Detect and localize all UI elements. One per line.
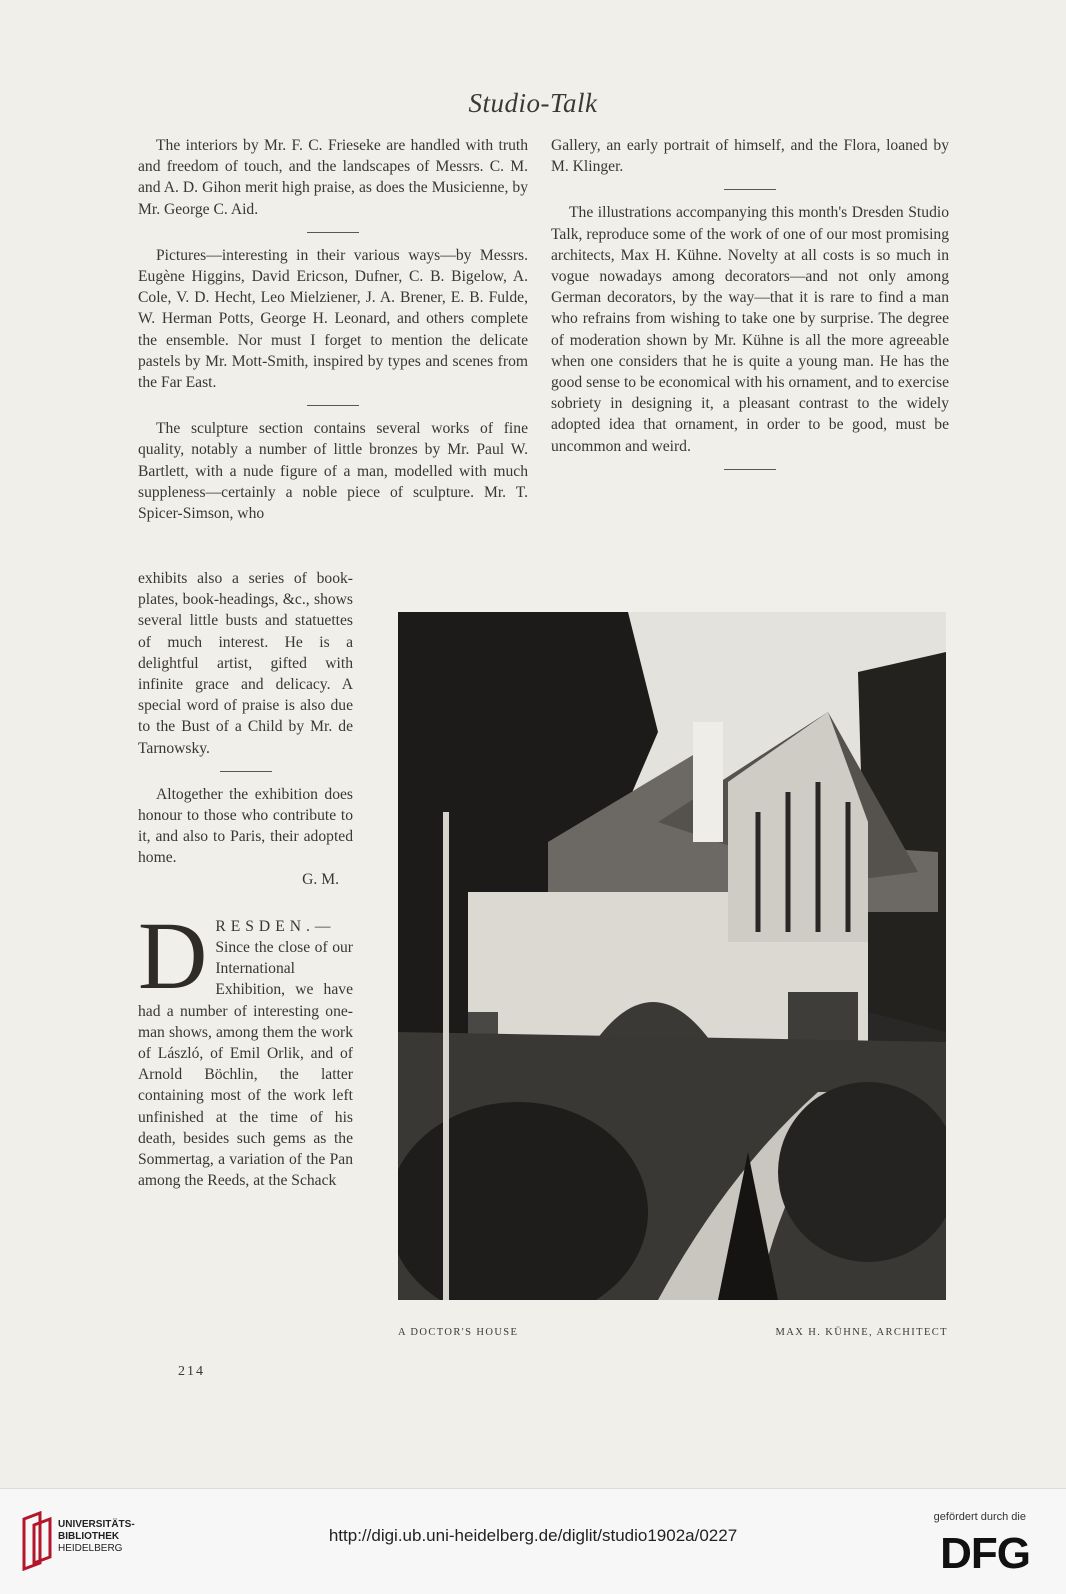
paragraph: Altogether the exhibition does honour to those who contribute to it, and also to Paris, their adopted home.: [138, 785, 353, 867]
source-url-link[interactable]: http://digi.ub.uni-heidelberg.de/diglit/studio1902a/0227: [328, 1526, 738, 1545]
dfg-logo: DFG: [940, 1529, 1030, 1578]
paragraph: exhibits also a series of book-plates, book-headings, &c., shows several little busts and statuettes of much interest. He is a delightful artist, gifted with infinite grace and delicacy. A special word of praise is also due to the Bust of a Child by Mr. de Tarnowsky.: [138, 570, 353, 757]
digitization-footer: [0, 1488, 1066, 1594]
signature: G. M.: [302, 870, 339, 888]
dresden-heading: RESDEN.—: [215, 917, 336, 935]
funder-note: gefördert durch die: [933, 1511, 1026, 1523]
section-rule: [220, 771, 272, 772]
left-narrow-column: [138, 568, 353, 1191]
left-column: [138, 135, 528, 524]
house-photograph: [398, 612, 946, 1300]
paragraph: Gallery, an early portrait of himself, and the Flora, loaned by M. Klinger.: [551, 137, 949, 176]
paragraph: The illustrations accompanying this month's Dresden Studio Talk, reproduce some of the work of one of our most promising architects, Max H. Kühne. Novelty at all costs is so much in vogue nowadays among decorators—and not only among German decorators, by the way—that it is rare to find a man who refrains from wishing to take one by surprise. The degree of moderation shown by Mr. Kühne is all the more agreeable when one considers that he is quite a young man. He has the good sense to be economical with his ornament, and to exercise sobriety in designing it, a pleasant contrast to the widely adopted idea that ornament, in order to be good, must be uncommon and weird.: [551, 204, 949, 455]
page-number: 214: [178, 1364, 205, 1379]
dresden-section: [138, 901, 353, 1192]
caption-title: A DOCTOR'S HOUSE: [398, 1327, 519, 1338]
right-column: [551, 135, 949, 482]
section-rule: [307, 405, 359, 406]
drop-cap: D: [138, 901, 208, 1009]
library-line: HEIDELBERG: [58, 1543, 123, 1554]
section-rule: [307, 232, 359, 233]
paragraph: Pictures—interesting in their various ways—by Messrs. Eugène Higgins, David Ericson, Dufner, C. B. Bigelow, A. Cole, V. D. Hecht, Leo Mielziener, J. A. Brener, E. B. Fulde, W. Herman Potts, George H. Leonard, and others complete the ensemble. Nor must I forget to mention the delicate pastels by Mr. Mott-Smith, inspired by types and scenes from the Far East.: [138, 246, 528, 392]
library-line: BIBLIOTHEK: [58, 1531, 120, 1542]
running-head: Studio-Talk: [468, 88, 598, 118]
house-illustration: [398, 612, 946, 1300]
paragraph: The interiors by Mr. F. C. Frieseke are handled with truth and freedom of touch, and the landscapes of Messrs. C. M. and A. D. Gihon merit high praise, as does the Musicienne, by Mr. George C. Aid.: [138, 137, 528, 218]
paragraph: The sculpture section contains several works of fine quality, notably a number of little bronzes by Mr. Paul W. Bartlett, with a nude figure of a man, modelled with much suppleness—certainly a noble piece of sculpture. Mr. T. Spicer-Simson, who: [138, 420, 528, 523]
library-line: UNIVERSITÄTS-: [58, 1519, 135, 1530]
caption-credit: MAX H. KÜHNE, ARCHITECT: [775, 1327, 948, 1338]
section-rule: [724, 469, 776, 470]
section-rule: [724, 189, 776, 190]
paragraph: Since the close of our International Exhibition, we have had a number of interesting one-man shows, among them the work of László, of Emil Orlik, and of Arnold Böchlin, the latter containing most of the work left unfinished at the time of his death, besides such gems as the Sommertag, a variation of the Pan among the Reeds, at the Schack: [138, 939, 353, 1190]
